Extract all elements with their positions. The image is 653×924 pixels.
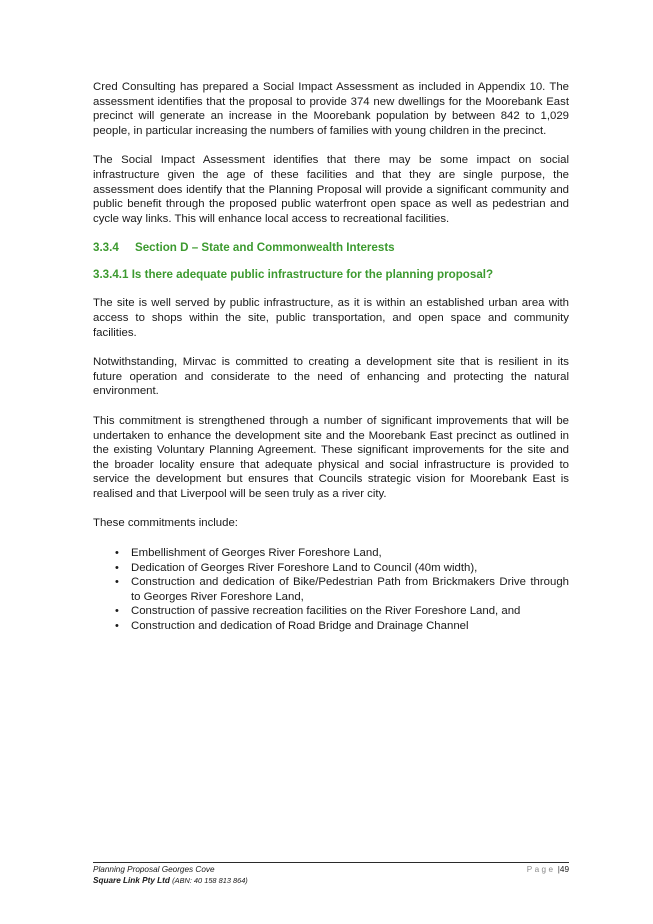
list-item-text: Embellishment of Georges River Foreshore Land, xyxy=(131,547,382,560)
footer-company: Square Link Pty Ltd xyxy=(93,875,170,885)
list-item xyxy=(93,546,569,561)
list-item xyxy=(93,575,569,604)
body-paragraph-4: These commitments include: xyxy=(93,517,238,530)
page-label: Page xyxy=(526,865,556,874)
bullet-icon: • xyxy=(115,605,119,618)
list-item-text: Construction of passive recreation facilities on the River Foreshore Land, and xyxy=(131,605,521,618)
list-item xyxy=(93,561,569,576)
bullet-icon: • xyxy=(115,620,119,633)
list-item xyxy=(93,619,569,634)
subsection-title: Is there adequate public infrastructure for the planning proposal? xyxy=(131,268,494,282)
section-heading xyxy=(93,241,569,255)
footer-abn: (ABN: 40 158 813 864) xyxy=(172,875,248,885)
footer-document-title: Planning Proposal Georges Cove xyxy=(93,865,215,874)
footer-row-2 xyxy=(93,876,569,887)
bullet-icon: • xyxy=(115,561,119,574)
page-footer xyxy=(93,862,569,886)
subsection-heading xyxy=(93,268,569,282)
bullet-icon: • xyxy=(115,547,119,560)
footer-row-1 xyxy=(93,865,569,876)
list-item xyxy=(93,604,569,619)
body-paragraph-1: The site is well served by public infrastructure, as it is within an established urban area with access to shops within the site, public transportation, and open space and community facilities. xyxy=(93,297,569,339)
list-item-text: Construction and dedication of Bike/Pedestrian Path from Brickmakers Drive through to Georges River Foreshore Land, xyxy=(131,576,569,603)
list-item-text: Construction and dedication of Road Bridge and Drainage Channel xyxy=(131,620,469,633)
intro-paragraph-1: Cred Consulting has prepared a Social Impact Assessment as included in Appendix 10. The assessment identifies that the proposal to provide 374 new dwellings for the Moorebank East precinct will generate an increase in the Moorebank population by between 842 to 1,029 people, in particular increasing the numbers of families with young children in the precinct. xyxy=(93,81,569,137)
section-title: Section D – State and Commonwealth Interests xyxy=(135,241,395,255)
page-indicator xyxy=(527,865,569,876)
commitments-list xyxy=(93,546,569,634)
body-paragraph-3: This commitment is strengthened through a number of significant improvements that will be undertaken to enhance the development site and the Moorebank East precinct as outlined in the existing Voluntary Planning Agreement. These significant improvements for the site and the broader locality ensure that adequate physical and social infrastructure is provided to service the development but ensures that Councils strategic vision for Moorebank East is realised and that Liverpool will be seen truly as a river city. xyxy=(93,414,569,500)
document-body xyxy=(93,80,569,634)
subsection-number: 3.3.4.1 xyxy=(93,268,129,282)
section-number: 3.3.4 xyxy=(93,241,119,255)
list-item-text: Dedication of Georges River Foreshore Land to Council (40m width), xyxy=(131,561,478,574)
page-number: 49 xyxy=(559,865,569,874)
bullet-icon: • xyxy=(115,576,119,589)
body-paragraph-2: Notwithstanding, Mirvac is committed to creating a development site that is resilient in its future operation and considerate to the need of enhancing and protecting the natural environment. xyxy=(93,356,569,398)
page-separator: | xyxy=(557,865,560,874)
intro-paragraph-2: The Social Impact Assessment identifies that there may be some impact on social infrastructure given the age of these facilities and that they are single purpose, the assessment does identify that the Planning Proposal will provide a significant community and public benefit through the proposed public waterfront open space as well as pedestrian and cycle way links. This will enhance local access to recreational facilities. xyxy=(93,154,569,225)
